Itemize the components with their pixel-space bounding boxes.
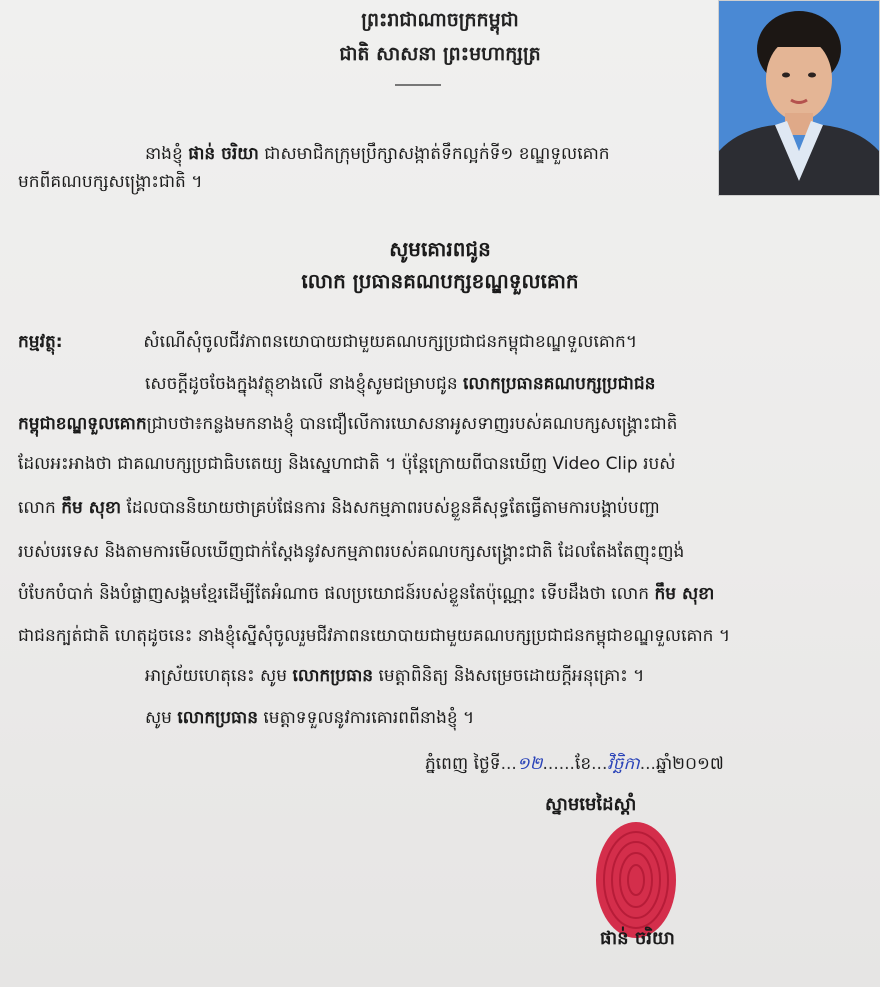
body-line-1 [145,372,880,396]
body-text: សូម [145,708,172,728]
body-line-6 [18,582,863,606]
handwritten-day: ១២ [516,754,543,774]
subject-label: កម្មវត្ថុ: [18,332,63,352]
kem-sokha-name: កឹម សុខា [61,498,122,518]
subject-line [18,330,863,354]
year-label: ឆ្នាំ២០១៧ [655,754,724,774]
intro-suffix: ជាសមាជិកក្រុមប្រឹក្សាសង្កាត់ទឹកល្អក់ទី១ ខណ្ឌទួលគោក [264,144,610,164]
thumbprint-label: ស្នាមមេដៃស្តាំ [545,794,637,815]
body-text: បំបែកបំបាក់ និងបំផ្លាញសង្គមខ្មែរដើម្បីតែអំណាច ផលប្រយោជន៍របស់ខ្លួនតែប៉ុណ្ណោះ ទើបដឹងថា លោក [18,584,650,604]
author-name: ផាន់ ចរិយា [188,144,259,164]
body-text: សេចក្តីដូចចែងក្នុងវត្ថុខាងលើ នាងខ្ញុំសូមជម្រាបជូន [145,374,458,394]
ornament-divider [395,84,441,86]
body-line-2 [18,412,863,436]
body-text: មេត្តាទទួលនូវការគោរពពីនាងខ្ញុំ ។ [263,708,475,728]
body-bold: លោកប្រធាន [177,708,258,728]
body-text: ជ្រាបថា៖កន្លងមកនាងខ្ញុំ បានជឿលើការឃោសនាអូសទាញរបស់គណបក្សសង្គ្រោះជាតិ [146,414,678,434]
id-photo [718,0,880,196]
dots: ... [639,754,656,774]
dots: ...... [542,754,575,774]
body-line-5: របស់បរទេស និងតាមការមើលឃើញជាក់ស្តែងនូវសកម្មភាពរបស់គណបក្សសង្គ្រោះជាតិ ដែលតែងតែញុះញង់ [18,542,685,562]
body-bold: លោកប្រធាន [292,666,374,686]
day-label: ថ្ងៃទី [473,754,501,774]
date-line [425,752,865,776]
month-label: ខែ [574,754,592,774]
body-line-9 [145,706,880,730]
signatory-name: ផាន់ ចរិយា [600,928,675,949]
kem-sokha-name: កឹម សុខា [654,584,715,604]
body-bold: កម្ពុជាខណ្ឌទួលគោក [18,414,147,434]
body-line-4 [18,496,863,520]
handwritten-month: វិច្ឆិកា [607,754,640,774]
body-line-3: ដែលអះអាងថា ជាគណបក្សប្រជាធិបតេយ្យ និងស្នេហាជាតិ ។ ប៉ុន្តែក្រោយពីបានឃើញ Video Clip របស់ [18,454,676,474]
national-motto: ជាតិ សាសនា ព្រះមហាក្សត្រ [339,43,541,65]
body-line-7: ជាជនក្បត់ជាតិ ហេតុដូចនេះ នាងខ្ញុំស្នើសុំចូលរួមជីវភាពនយោបាយជាមួយគណបក្សប្រជាជនកម្ពុជាខណ្ឌទួលគោក ។ [18,626,731,646]
body-line-8 [145,664,880,688]
body-text: អាស្រ័យហេតុនេះ សូម [145,666,288,686]
kingdom-title: ព្រះរាជាណាចក្រកម្ពុជា [361,9,519,31]
body-text: ដែលបាននិយាយថាគ្រប់ផែនការ និងសកម្មភាពរបស់ខ្លួនគឺសុទ្ធតែធ្វើតាមការបង្គាប់បញ្ជា [126,498,660,518]
intro-line-2: មកពីគណបក្សសង្គ្រោះជាតិ ។ [18,172,203,192]
body-bold: លោកប្រធានគណបក្សប្រជាជន [463,374,656,394]
body-text: លោក [18,498,56,518]
intro-line-1 [145,142,880,166]
dots: ... [500,754,517,774]
body-text: មេត្តាពិនិត្យ និងសម្រេចដោយក្តីអនុគ្រោះ ។ [378,666,645,686]
dots: ... [591,754,608,774]
date-place: ភ្នំពេញ [425,754,469,774]
recipient: លោក ប្រធានគណបក្សខណ្ឌទួលគោក [301,269,579,293]
subject-text: សំណើសុំចូលជីវភាពនយោបាយជាមួយគណបក្សប្រជាជនកម្ពុជាខណ្ឌទួលគោក។ [143,332,638,352]
intro-prefix: នាងខ្ញុំ [145,144,183,164]
salutation: សូមគោរពជូន [389,237,491,261]
